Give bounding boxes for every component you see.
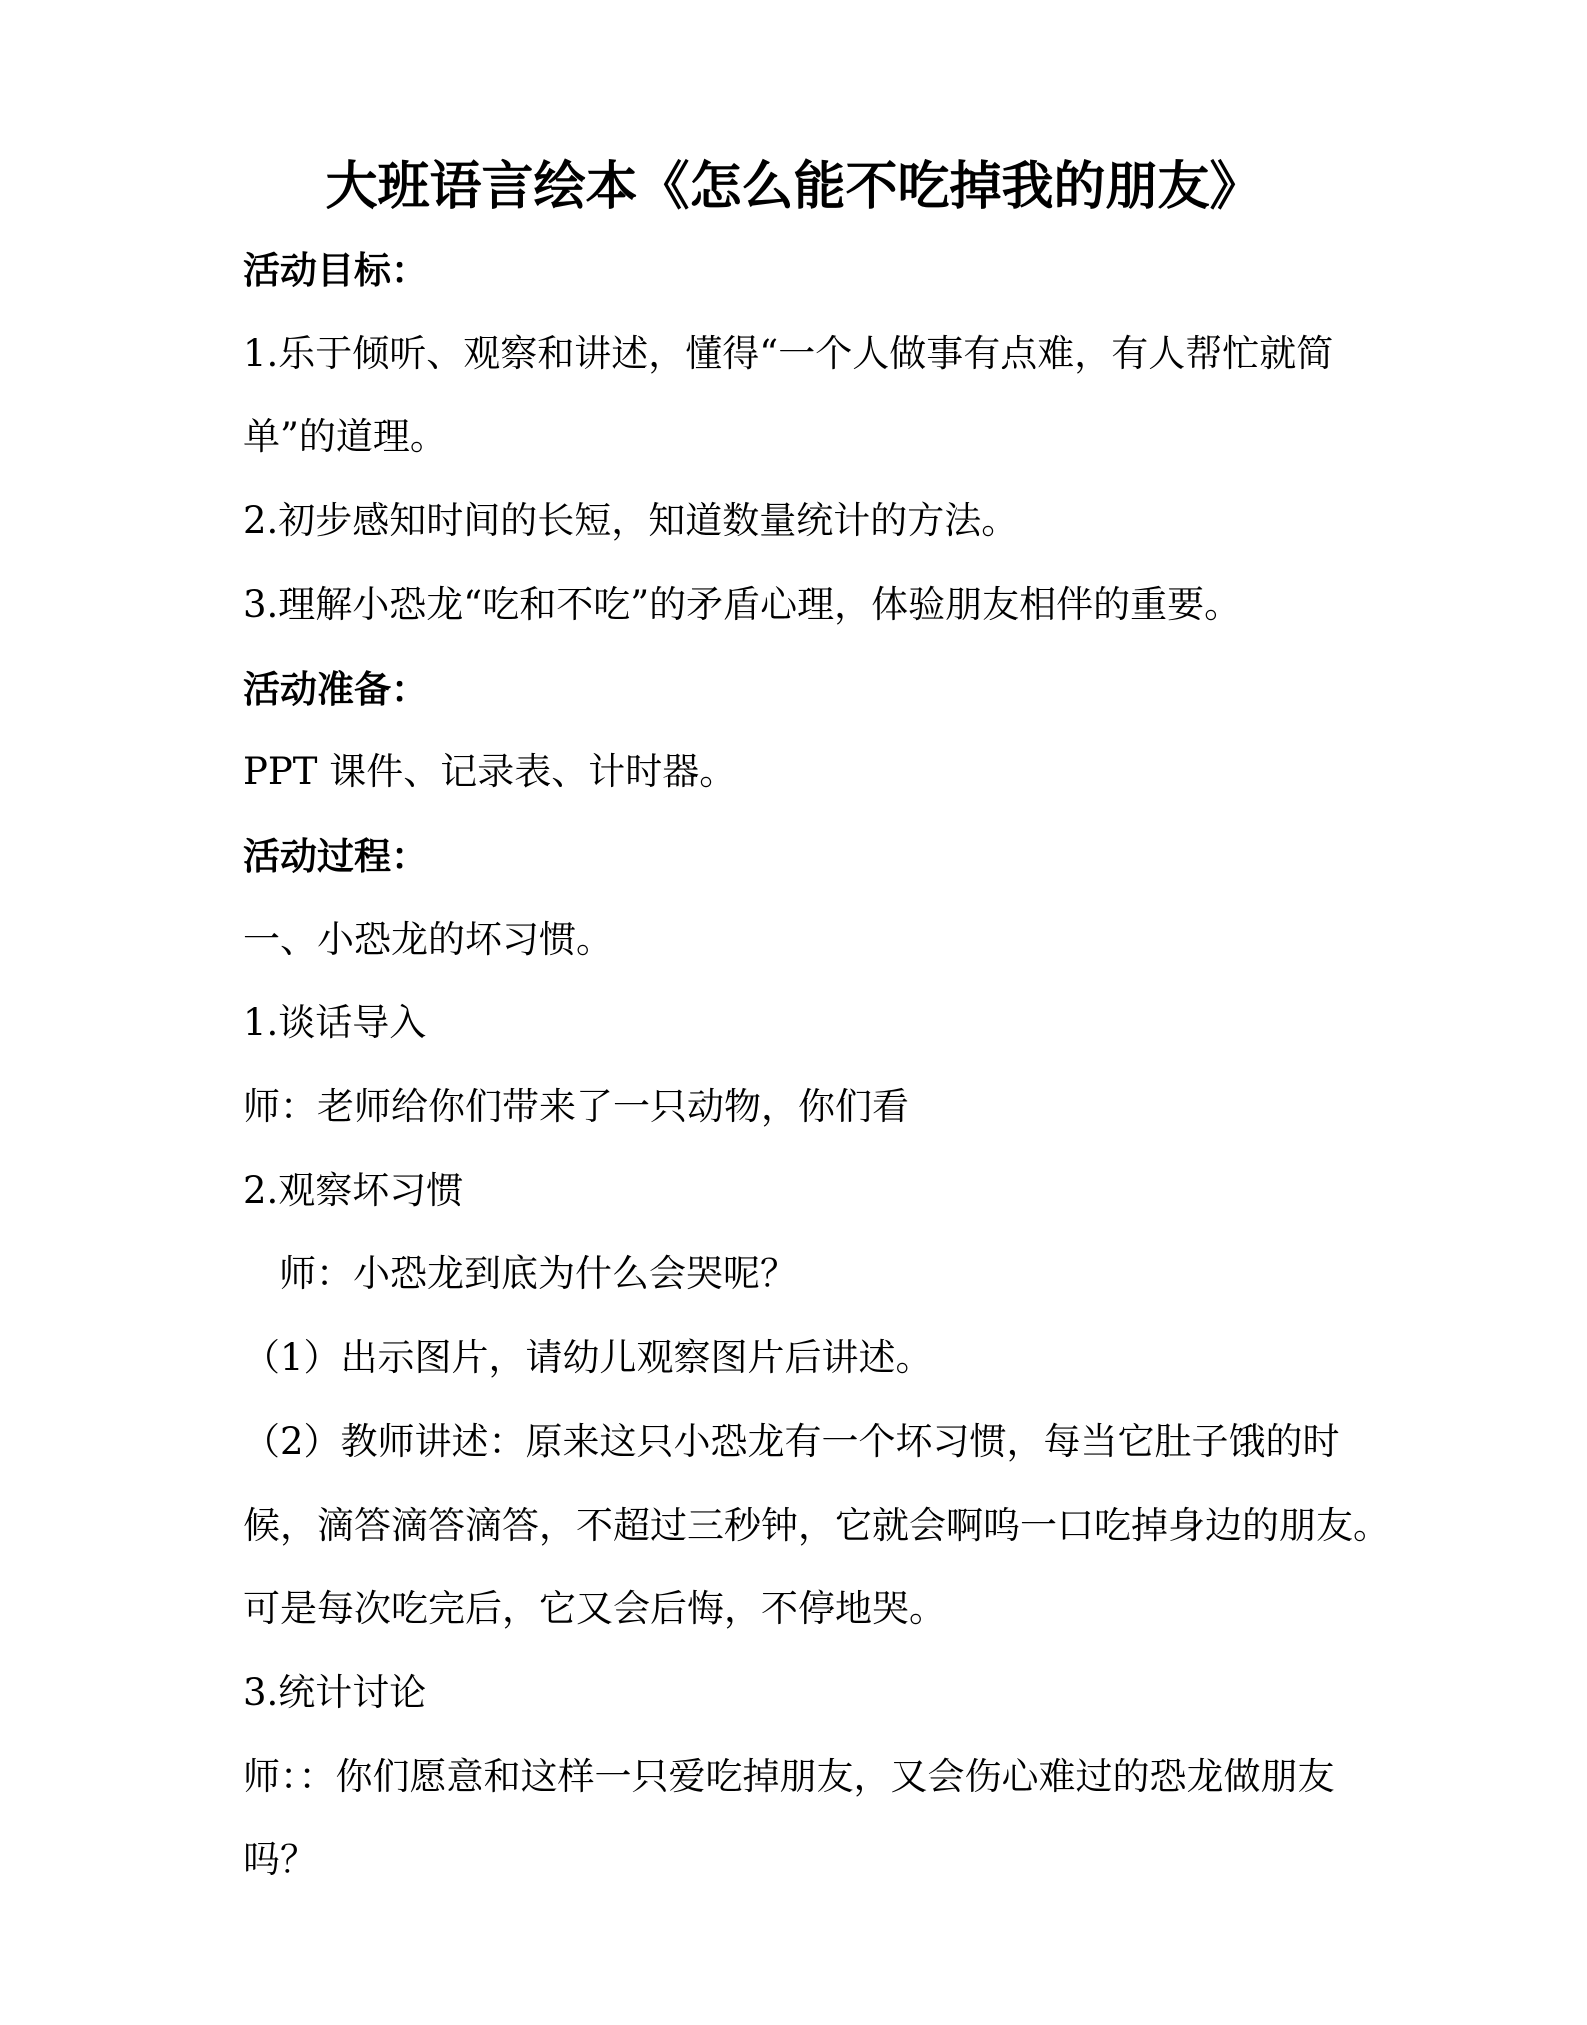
goal-3: 3.理解小恐龙“吃和不吃”的矛盾心理，体验朋友相伴的重要。 — [243, 582, 1242, 626]
teacher-line-3-cont: 吗？ — [243, 1838, 317, 1882]
step-2-item-2: （2）教师讲述：原来这只小恐龙有一个坏习惯，每当它肚子饿的时 — [243, 1419, 1340, 1463]
teacher-line-1: 师：老师给你们带来了一只动物，你们看 — [243, 1085, 909, 1128]
step-3: 3.统计讨论 — [243, 1670, 427, 1714]
goal-1: 1.乐于倾听、观察和讲述，懂得“一个人做事有点难，有人帮忙就简 — [243, 331, 1334, 375]
heading-process: 活动过程： — [243, 833, 428, 878]
preparation-text: PPT 课件、记录表、计时器。 — [243, 750, 737, 794]
step-2: 2.观察坏习惯 — [243, 1168, 464, 1212]
goal-1-cont: 单”的道理。 — [243, 415, 447, 459]
step-1: 1.谈话导入 — [243, 1001, 427, 1045]
step-2-item-2-cont2: 可是每次吃完后，它又会后悔，不停地哭。 — [243, 1587, 946, 1631]
teacher-line-3: 师：：你们愿意和这样一只爱吃掉朋友，又会伤心难过的恐龙做朋友 — [243, 1754, 1335, 1798]
document-title: 大班语言绘本《怎么能不吃掉我的朋友》 — [325, 156, 1262, 217]
heading-activity-goals: 活动目标： — [243, 248, 428, 292]
heading-preparation: 活动准备： — [243, 666, 428, 711]
step-2-item-1: （1）出示图片，请幼儿观察图片后讲述。 — [243, 1336, 933, 1380]
teacher-line-2: 师：小恐龙到底为什么会哭呢？ — [279, 1252, 797, 1296]
goal-2: 2.初步感知时间的长短，知道数量统计的方法。 — [243, 499, 1019, 543]
section-1-heading: 一、小恐龙的坏习惯。 — [243, 917, 613, 961]
step-2-item-2-cont: 候，滴答滴答滴答，不超过三秒钟，它就会啊呜一口吃掉身边的朋友。 — [243, 1503, 1390, 1547]
